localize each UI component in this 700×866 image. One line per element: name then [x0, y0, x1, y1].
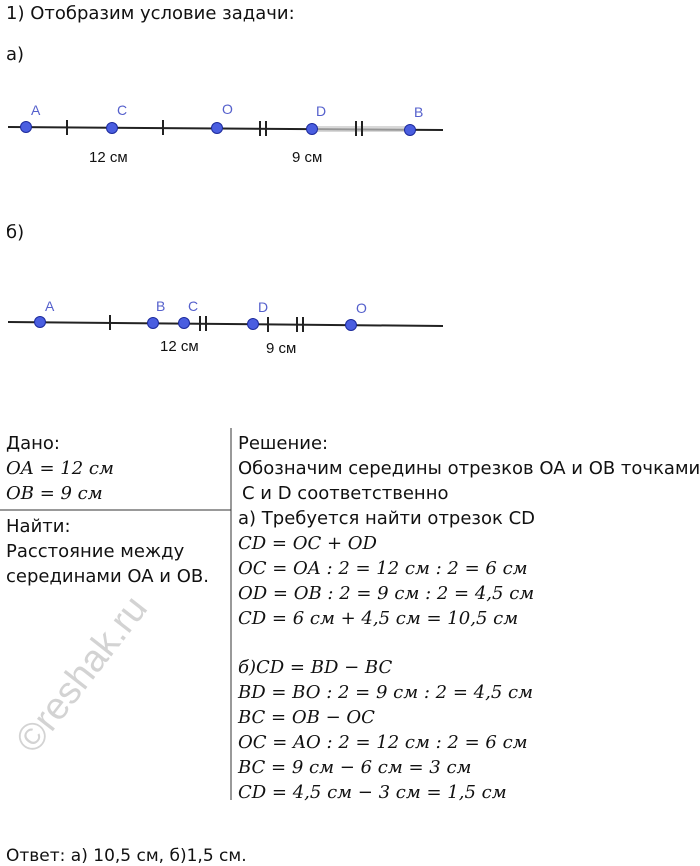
given-line-2: OB = 9 см — [6, 483, 103, 504]
point-b-B — [148, 318, 159, 329]
point-b-D — [248, 319, 259, 330]
label-a-A: A — [31, 102, 41, 118]
find-line-1: Расстояние между — [6, 541, 185, 562]
segment-db-shade — [313, 126, 408, 132]
solution-title: Решение: — [238, 433, 329, 454]
solution-intro-2: C и D соответственно — [242, 483, 449, 504]
solution-b-line-3: BC = OB − OC — [238, 707, 375, 728]
solution-a-line-5: CD = 6 см + 4,5 см = 10,5 см — [238, 608, 519, 629]
point-a-B — [405, 125, 416, 136]
label-b-C: C — [188, 298, 199, 314]
label-a-C: C — [117, 102, 128, 118]
solution-a-line-2: CD = OC + OD — [238, 533, 377, 554]
point-b-O — [346, 320, 357, 331]
solution-a-line-1: а) Требуется найти отрезок CD — [238, 508, 536, 529]
solution-b-line-2: BD = BO : 2 = 9 см : 2 = 4,5 см — [238, 682, 534, 703]
solution-b-line-4: OC = AO : 2 = 12 см : 2 = 6 см — [238, 732, 528, 753]
label-b-B: B — [156, 298, 166, 314]
part-a-label: а) — [6, 44, 25, 65]
part-b-label: б) — [6, 222, 25, 243]
find-title: Найти: — [6, 516, 71, 537]
solution-b-line-1: б)CD = BD − BC — [238, 657, 393, 678]
line-b — [8, 322, 443, 326]
label-b-A: A — [45, 298, 55, 314]
label-b-D: D — [258, 299, 269, 315]
point-b-C — [179, 318, 190, 329]
solution-a-line-4: OD = OB : 2 = 9 см : 2 = 4,5 см — [238, 583, 535, 604]
answer: Ответ: а) 10,5 см, б)1,5 см. — [6, 846, 247, 866]
label-a-D: D — [316, 103, 327, 119]
measure-b-left: 12 см — [160, 338, 199, 355]
label-a-B: B — [414, 104, 424, 120]
solution-intro-1: Обозначим середины отрезков OA и OB точками — [238, 458, 700, 479]
measure-a-right: 9 см — [292, 149, 323, 166]
point-a-C — [107, 123, 118, 134]
measure-b-right: 9 см — [266, 340, 297, 357]
solution-a-line-3: OC = OA : 2 = 12 см : 2 = 6 см — [238, 558, 528, 579]
solution-b-line-5: BC = 9 см − 6 см = 3 см — [238, 757, 472, 778]
point-a-D — [307, 124, 318, 135]
watermark-logo: ©reshak.ru — [8, 588, 156, 761]
label-b-O: O — [356, 300, 367, 316]
find-line-2: серединами OA и OB. — [6, 566, 209, 587]
diagram-b — [8, 298, 443, 357]
heading: 1) Отобразим условие задачи: — [6, 3, 295, 24]
given-title: Дано: — [6, 433, 60, 454]
label-a-O: O — [222, 101, 233, 117]
point-b-A — [35, 317, 46, 328]
point-a-A — [21, 122, 32, 133]
measure-a-left: 12 см — [89, 149, 128, 166]
given-line-1: OA = 12 см — [6, 458, 114, 479]
diagram-a — [8, 101, 443, 166]
point-a-O — [212, 123, 223, 134]
solution-b-line-6: CD = 4,5 см − 3 см = 1,5 см — [238, 782, 507, 803]
